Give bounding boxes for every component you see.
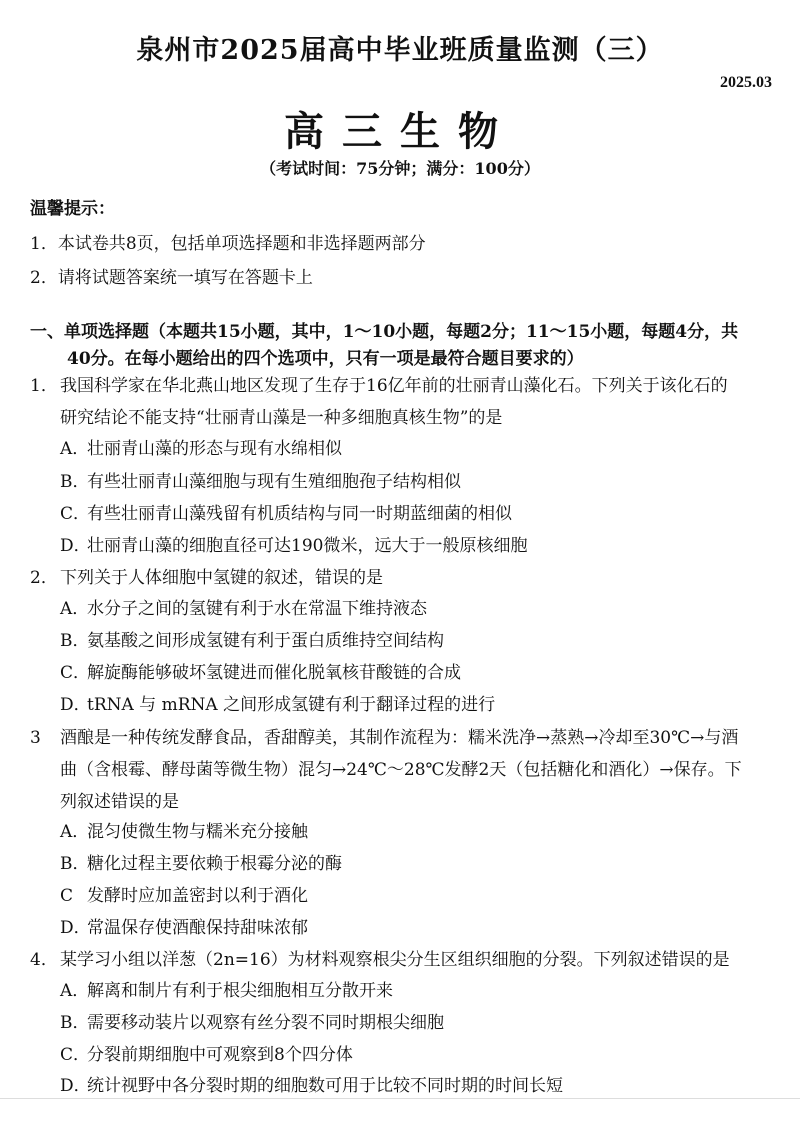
option-text: 解旋酶能够破坏氢键进而催化脱氧核苷酸链的合成 [87, 663, 461, 683]
option-1c [60, 503, 770, 525]
option-letter: B． [60, 631, 90, 651]
option-1b [60, 471, 770, 493]
option-text: 常温保存使酒酿保持甜味浓郁 [87, 918, 308, 938]
question-number: 4． [30, 950, 58, 970]
question-1 [30, 370, 775, 434]
question-number: 1． [30, 376, 58, 396]
option-text: 壮丽青山藻的形态与现有水绵相似 [87, 439, 342, 459]
option-letter: A． [60, 822, 90, 842]
exam-date: 2025.03 [720, 74, 772, 91]
exam-title: 泉州市2025届高中毕业班质量监测（三） [136, 35, 664, 66]
option-4a [60, 980, 770, 1002]
question-stem-line: 我国科学家在华北燕山地区发现了生存于16亿年前的壮丽青山藻化石。下列关于该化石的 [60, 376, 728, 396]
option-3d [60, 917, 770, 939]
option-text: 混匀使微生物与糯米充分接触 [87, 822, 308, 842]
option-text: 糖化过程主要依赖于根霉分泌的酶 [87, 854, 342, 874]
option-letter: C． [60, 504, 91, 524]
option-letter: A． [60, 599, 90, 619]
option-3a [60, 821, 770, 843]
option-4c [60, 1044, 770, 1066]
option-letter: A． [60, 981, 90, 1001]
option-2a [60, 598, 770, 620]
option-3b [60, 853, 770, 875]
option-4d [60, 1075, 770, 1097]
section-heading-line: 一、单项选择题（本题共15小题，其中，1～10小题，每题2分；11～15小题，每题4分，共 [30, 322, 739, 342]
question-stem-line: 下列关于人体细胞中氢键的叙述，错误的是 [60, 568, 383, 588]
option-letter: D． [60, 1076, 91, 1096]
option-2c [60, 662, 770, 684]
option-text: 解离和制片有利于根尖细胞相互分散开来 [87, 981, 393, 1001]
exam-info: （考试时间：75分钟；满分：100分） [260, 159, 540, 178]
option-text: 分裂前期细胞中可观察到8个四分体 [87, 1045, 353, 1065]
question-4 [30, 944, 775, 976]
question-3 [30, 722, 775, 818]
option-text: 有些壮丽青山藻细胞与现有生殖细胞孢子结构相似 [87, 472, 461, 492]
question-2 [30, 562, 775, 594]
tip-item: 2．请将试题答案统一填写在答题卡上 [30, 268, 313, 288]
option-letter: D． [60, 918, 91, 938]
question-number: 2． [30, 568, 58, 588]
option-letter: B． [60, 1013, 90, 1033]
option-text: 需要移动装片以观察有丝分裂不同时期根尖细胞 [87, 1013, 444, 1033]
question-stem-line: 研究结论不能支持“壮丽青山藻是一种多细胞真核生物”的是 [60, 408, 503, 428]
option-text: 壮丽青山藻的细胞直径可达190微米，远大于一般原核细胞 [87, 536, 528, 556]
option-1a [60, 438, 770, 460]
option-letter: A． [60, 439, 90, 459]
section-heading-line: 40分。在每小题给出的四个选项中，只有一项是最符合题目要求的） [67, 349, 584, 369]
option-text: 发酵时应加盖密封以利于酒化 [87, 886, 308, 906]
option-3c [60, 885, 770, 907]
option-2b [60, 630, 770, 652]
option-letter: D． [60, 695, 91, 715]
tips-heading: 温馨提示： [30, 199, 115, 219]
option-text: 水分子之间的氢键有利于水在常温下维持液态 [87, 599, 427, 619]
option-letter: D． [60, 536, 91, 556]
option-text: 氨基酸之间形成氢键有利于蛋白质维持空间结构 [87, 631, 444, 651]
question-stem-line: 某学习小组以洋葱（2n=16）为材料观察根尖分生区组织细胞的分裂。下列叙述错误的是 [60, 950, 730, 970]
question-number: 3 [30, 728, 41, 748]
question-stem-line: 曲（含根霉、酵母菌等微生物）混匀→24℃～28℃发酵2天（包括糖化和酒化）→保存。下 [60, 760, 742, 780]
option-letter: B． [60, 472, 90, 492]
page-edge-divider [0, 1098, 800, 1099]
tip-item: 1．本试卷共8页，包括单项选择题和非选择题两部分 [30, 234, 426, 254]
section-heading [30, 319, 780, 373]
option-2d [60, 694, 770, 716]
option-letter: C [60, 886, 74, 906]
option-letter: B． [60, 854, 90, 874]
option-text: 统计视野中各分裂时期的细胞数可用于比较不同时期的时间长短 [87, 1076, 563, 1096]
option-4b [60, 1012, 770, 1034]
option-text: 有些壮丽青山藻残留有机质结构与同一时期蓝细菌的相似 [87, 504, 512, 524]
option-letter: C． [60, 1045, 91, 1065]
option-letter: C． [60, 663, 91, 683]
option-1d [60, 535, 770, 557]
option-text: tRNA 与 mRNA 之间形成氢键有利于翻译过程的进行 [87, 695, 496, 715]
question-stem-line: 列叙述错误的是 [60, 792, 179, 812]
question-stem-line: 酒酿是一种传统发酵食品，香甜醇美，其制作流程为：糯米洗净→蒸熟→冷却至30℃→与酒 [60, 728, 739, 748]
subject-title: 高三生物 [284, 108, 516, 155]
